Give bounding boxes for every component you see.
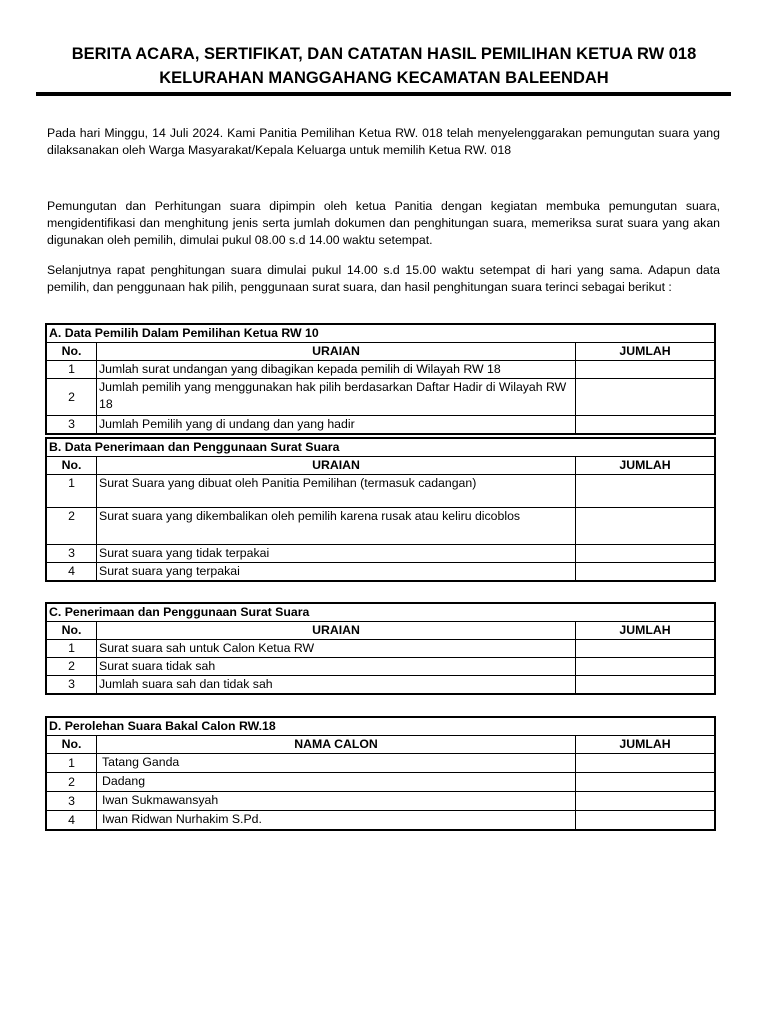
vote-count-cell[interactable]	[576, 811, 715, 830]
table-row	[47, 676, 715, 694]
row-description: Jumlah pemilih yang menggunakan hak pilih berdasarkan Daftar Hadir di Wilayah RW 18	[97, 379, 576, 416]
section-heading-row	[47, 439, 715, 457]
col-header-candidate-name: NAMA CALON	[97, 736, 576, 754]
vote-count-cell[interactable]	[576, 773, 715, 792]
table-section-c	[46, 603, 715, 694]
paragraph-details: Selanjutnya rapat penghitungan suara dimulai pukul 14.00 s.d 15.00 waktu setempat di hari yang sama. Adapun data pemilih, dan penggunaan hak pilih, penggunaan surat suara, dan hasil penghitungan suara terinci sebagai berikut :	[47, 263, 720, 294]
row-description: Jumlah Pemilih yang di undang dan yang hadir	[97, 416, 576, 434]
row-total-cell[interactable]	[576, 545, 715, 563]
row-total-cell[interactable]	[576, 508, 715, 545]
row-description: Surat suara yang dikembalikan oleh pemilih karena rusak atau keliru dicoblos	[97, 508, 576, 545]
row-number: 1	[47, 754, 97, 773]
candidate-name: Iwan Sukmawansyah	[97, 792, 576, 811]
candidate-name: Dadang	[97, 773, 576, 792]
row-description: Surat suara yang terpakai	[97, 563, 576, 581]
table-row	[47, 658, 715, 676]
row-number: 4	[47, 811, 97, 830]
column-header-row	[47, 457, 715, 475]
row-total-cell[interactable]	[576, 361, 715, 379]
row-number: 3	[47, 545, 97, 563]
row-number: 4	[47, 563, 97, 581]
table-row	[47, 792, 715, 811]
title-line-1: BERITA ACARA, SERTIFIKAT, DAN CATATAN HASIL PEMILIHAN KETUA RW 018	[71, 45, 697, 63]
table-row	[47, 361, 715, 379]
col-header-total: JUMLAH	[576, 343, 715, 361]
paragraph-procedure: Pemungutan dan Perhitungan suara dipimpin oleh ketua Panitia dengan kegiatan membuka pemungutan suara, mengidentifikasi dan menghitung jenis serta jumlah dokumen dan penghitungan suara, memeriksa surat suara yang akan digunakan oleh pemilih, dimulai pukul 08.00 s.d 14.00 waktu setempat.	[47, 199, 720, 247]
table-row	[47, 545, 715, 563]
section-a-heading: A. Data Pemilih Dalam Pemilihan Ketua RW 10	[47, 325, 715, 343]
table-row	[47, 811, 715, 830]
column-header-row	[47, 736, 715, 754]
table-section-a	[46, 324, 715, 434]
table-row	[47, 416, 715, 434]
document-title	[36, 42, 732, 90]
candidate-name: Tatang Ganda	[97, 754, 576, 773]
table-section-d	[46, 717, 715, 830]
row-total-cell[interactable]	[576, 563, 715, 581]
row-total-cell[interactable]	[576, 475, 715, 508]
row-number: 2	[47, 658, 97, 676]
row-description: Surat suara sah untuk Calon Ketua RW	[97, 640, 576, 658]
table-section-b	[46, 438, 715, 581]
section-b-heading: B. Data Penerimaan dan Penggunaan Surat Suara	[47, 439, 715, 457]
title-line-2: KELURAHAN MANGGAHANG KECAMATAN BALEENDAH	[159, 69, 609, 87]
table-row	[47, 773, 715, 792]
section-c-heading: C. Penerimaan dan Penggunaan Surat Suara	[47, 604, 715, 622]
row-description: Surat suara yang tidak terpakai	[97, 545, 576, 563]
vote-count-cell[interactable]	[576, 754, 715, 773]
paragraph-opening: Pada hari Minggu, 14 Juli 2024. Kami Panitia Pemilihan Ketua RW. 018 telah menyelenggarakan pemungutan suara yang dilaksanakan oleh Warga Masyarakat/Kepala Keluarga untuk memilih Ketua RW. 018	[47, 126, 720, 157]
row-number: 3	[47, 676, 97, 694]
row-number: 1	[47, 640, 97, 658]
column-header-row	[47, 343, 715, 361]
col-header-description: URAIAN	[97, 622, 576, 640]
row-number: 2	[47, 379, 97, 416]
row-total-cell[interactable]	[576, 676, 715, 694]
row-total-cell[interactable]	[576, 640, 715, 658]
section-heading-row	[47, 604, 715, 622]
col-header-total: JUMLAH	[576, 622, 715, 640]
col-header-no: No.	[47, 736, 97, 754]
col-header-description: URAIAN	[97, 457, 576, 475]
vote-count-cell[interactable]	[576, 792, 715, 811]
table-row	[47, 754, 715, 773]
row-number: 1	[47, 475, 97, 508]
row-number: 3	[47, 792, 97, 811]
col-header-total: JUMLAH	[576, 736, 715, 754]
column-header-row	[47, 622, 715, 640]
table-row	[47, 379, 715, 416]
row-description: Surat Suara yang dibuat oleh Panitia Pemilihan (termasuk cadangan)	[97, 475, 576, 508]
row-total-cell[interactable]	[576, 658, 715, 676]
section-heading-row	[47, 325, 715, 343]
col-header-no: No.	[47, 343, 97, 361]
col-header-description: URAIAN	[97, 343, 576, 361]
row-total-cell[interactable]	[576, 379, 715, 416]
row-number: 1	[47, 361, 97, 379]
row-total-cell[interactable]	[576, 416, 715, 434]
table-row	[47, 640, 715, 658]
row-description: Jumlah suara sah dan tidak sah	[97, 676, 576, 694]
section-heading-row	[47, 718, 715, 736]
table-row	[47, 563, 715, 581]
section-d-heading: D. Perolehan Suara Bakal Calon RW.18	[47, 718, 715, 736]
col-header-no: No.	[47, 622, 97, 640]
col-header-total: JUMLAH	[576, 457, 715, 475]
row-number: 2	[47, 508, 97, 545]
candidate-name: Iwan Ridwan Nurhakim S.Pd.	[97, 811, 576, 830]
row-number: 2	[47, 773, 97, 792]
col-header-no: No.	[47, 457, 97, 475]
row-description: Jumlah surat undangan yang dibagikan kepada pemilih di Wilayah RW 18	[97, 361, 576, 379]
table-row	[47, 508, 715, 545]
row-number: 3	[47, 416, 97, 434]
title-underline	[36, 92, 731, 96]
row-description: Surat suara tidak sah	[97, 658, 576, 676]
table-row	[47, 475, 715, 508]
